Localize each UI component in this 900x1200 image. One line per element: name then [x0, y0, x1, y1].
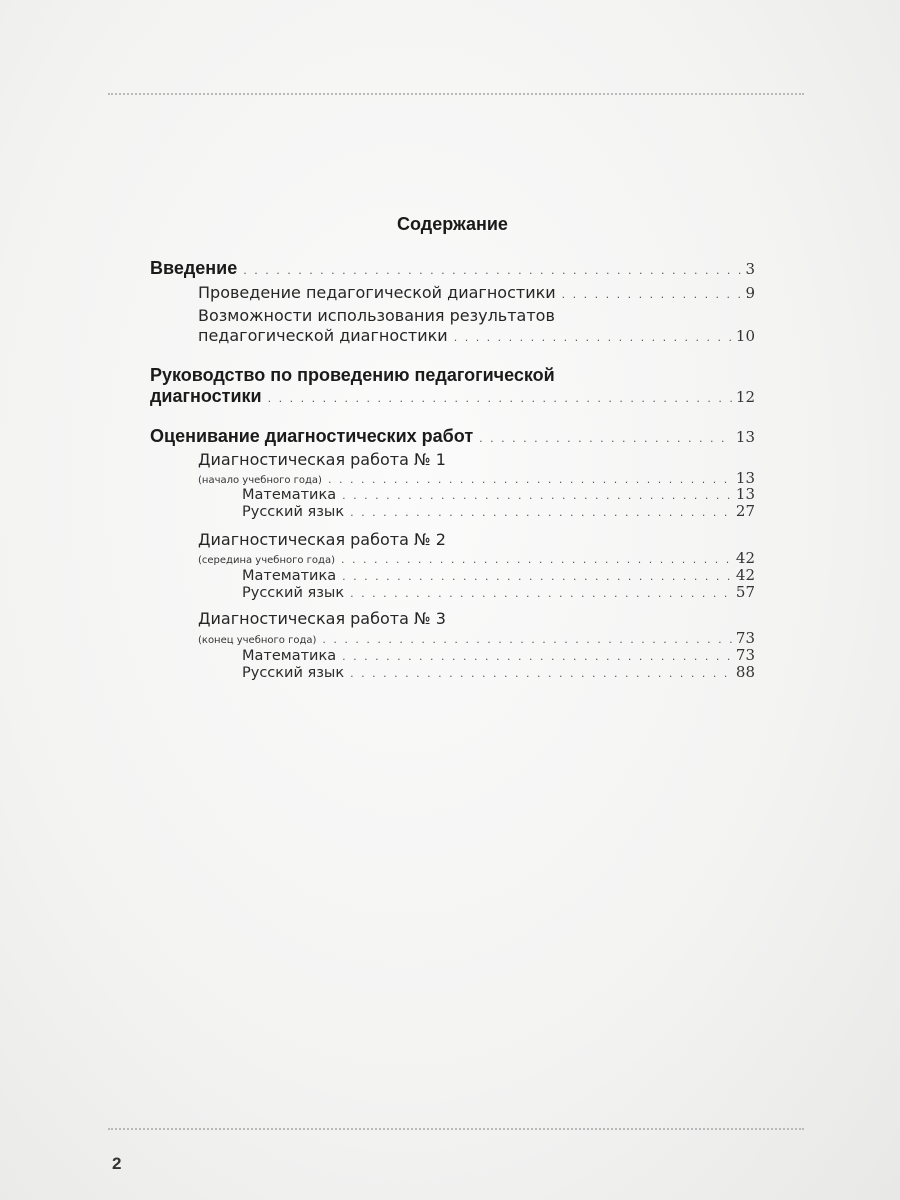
- top-dotted-rule: [108, 93, 804, 95]
- toc-entry-label: диагностики: [150, 386, 262, 406]
- toc-entry-possibilities[interactable]: [198, 326, 755, 345]
- toc-entry-label: (середина учебного года): [198, 555, 335, 566]
- toc-entry-label: Русский язык: [242, 504, 345, 520]
- toc-work1-title: Диагностическая работа № 1: [198, 450, 446, 469]
- toc-title: Содержание: [397, 214, 508, 234]
- toc-page-number: 9: [745, 284, 755, 302]
- dot-leader: [268, 392, 732, 405]
- toc-entry-conduct[interactable]: [198, 283, 755, 302]
- toc-entry-label: Математика: [242, 568, 337, 584]
- toc-entry-guide-line1: Руководство по проведению педагогической: [150, 365, 555, 385]
- toc-page-number: 73: [735, 629, 755, 647]
- toc-entry-label: Русский язык: [242, 665, 345, 681]
- toc-work3-title: Диагностическая работа № 3: [198, 609, 446, 628]
- dot-leader: [243, 264, 741, 277]
- toc-page-number: 12: [735, 388, 755, 406]
- toc-entry-work3-russian[interactable]: [242, 663, 755, 681]
- dot-leader: [341, 553, 732, 566]
- toc-page-number: 3: [745, 260, 755, 278]
- toc-page-number: 73: [735, 646, 755, 664]
- toc-entry-work3-math[interactable]: [242, 646, 755, 664]
- toc-entry-label: Проведение педагогической диагностики: [198, 283, 556, 302]
- dot-leader: [342, 650, 732, 663]
- toc-entry-label: Математика: [242, 487, 337, 503]
- toc-entry-label: Введение: [150, 258, 238, 278]
- dot-leader: [342, 570, 732, 583]
- toc-entry-work1-russian[interactable]: [242, 502, 755, 520]
- toc-page-number: 42: [735, 566, 755, 584]
- dot-leader: [322, 633, 732, 646]
- toc-entry-work3-period[interactable]: [198, 629, 755, 647]
- toc-entry-label: Оценивание диагностических работ: [150, 426, 474, 446]
- toc-entry-possibilities-line1: Возможности использования результатов: [198, 306, 555, 325]
- toc-entry-label: Математика: [242, 648, 337, 664]
- toc-entry-work2-russian[interactable]: [242, 583, 755, 601]
- dot-leader: [350, 667, 732, 680]
- toc-entry-work2-math[interactable]: [242, 566, 755, 584]
- dot-leader: [562, 288, 742, 301]
- dot-leader: [350, 506, 732, 519]
- toc-entry-label: (конец учебного года): [198, 635, 317, 646]
- toc-page-number: 13: [735, 469, 755, 487]
- toc-page-number: 13: [735, 485, 755, 503]
- toc-entry-guide[interactable]: [150, 386, 755, 407]
- dot-leader: [454, 331, 732, 344]
- toc-entry-label: педагогической диагностики: [198, 326, 448, 345]
- toc-page-number: 27: [735, 502, 755, 520]
- page-number: 2: [112, 1154, 122, 1173]
- toc-page-number: 13: [735, 428, 755, 446]
- toc-entry-intro[interactable]: [150, 258, 755, 279]
- dot-leader: [479, 432, 732, 445]
- dot-leader: [342, 489, 732, 502]
- toc-page-number: 42: [735, 549, 755, 567]
- toc-entry-label: (начало учебного года): [198, 475, 322, 486]
- toc-entry-assessment[interactable]: [150, 426, 755, 447]
- toc-entry-work1-math[interactable]: [242, 485, 755, 503]
- toc-page-number: 10: [735, 327, 755, 345]
- toc-page-number: 88: [735, 663, 755, 681]
- toc-work2-title: Диагностическая работа № 2: [198, 530, 446, 549]
- toc-entry-work2-period[interactable]: [198, 549, 755, 567]
- bottom-dotted-rule: [108, 1128, 804, 1130]
- dot-leader: [350, 587, 732, 600]
- toc-entry-label: Русский язык: [242, 585, 345, 601]
- toc-page-number: 57: [735, 583, 755, 601]
